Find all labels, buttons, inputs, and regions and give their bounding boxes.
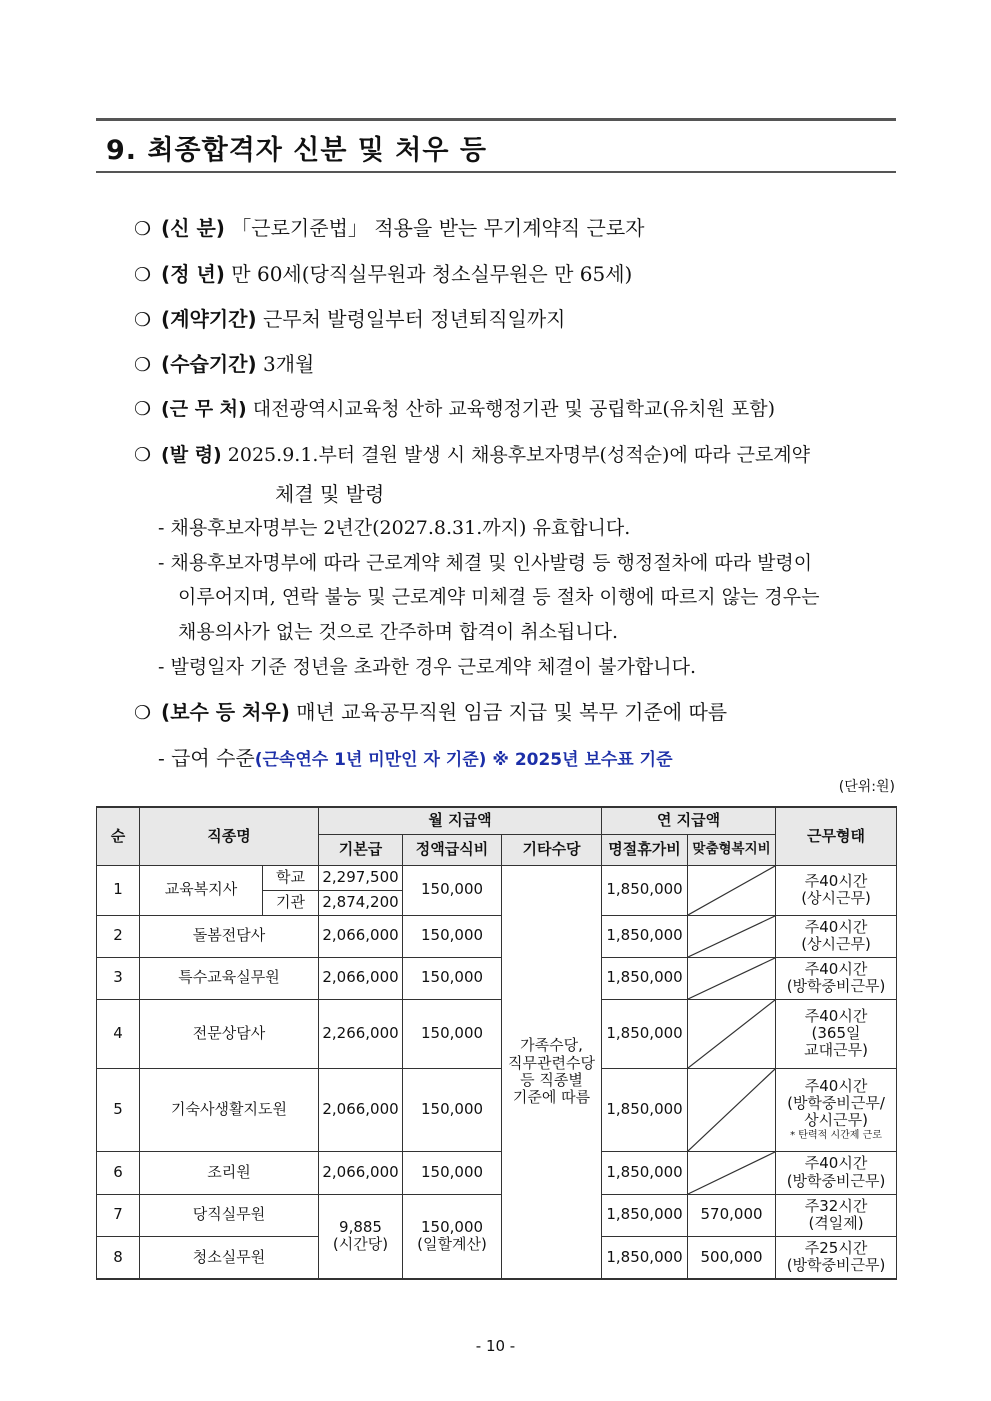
row-job: 돌봄전담사: [140, 915, 319, 957]
item-label: (발 령): [161, 444, 222, 466]
note-3: - 발령일자 기준 정년을 초과한 경우 근로계약 체결이 불가합니다.: [158, 656, 696, 678]
row-sub: 학교: [263, 865, 319, 890]
section-title: 9. 최종합격자 신분 및 처우 등: [106, 135, 487, 166]
row-base: 2,066,000: [319, 1068, 403, 1151]
row-base: 2,297,500: [319, 865, 403, 890]
daily-meal-cell: 150,000 (일할계산): [403, 1194, 502, 1279]
row-work: 주25시간 (방학중비근무): [776, 1236, 897, 1279]
row-welfare-empty: [688, 1151, 776, 1194]
circle-bullet-icon: ❍: [134, 354, 152, 376]
row-meal: 150,000: [403, 1151, 502, 1194]
row-work: 주40시간 (365일 교대근무): [776, 999, 897, 1068]
row-no: 8: [97, 1236, 140, 1279]
header-base: 기본급: [319, 834, 403, 865]
row-work: 주40시간 (상시근무): [776, 865, 897, 915]
row-job: 당직실무원: [140, 1194, 319, 1236]
page-number: - 10 -: [475, 1337, 516, 1355]
row-meal: 150,000: [403, 999, 502, 1068]
row-welfare-empty: [688, 999, 776, 1068]
item-label: (수습기간): [161, 352, 257, 376]
circle-bullet-icon: ❍: [134, 264, 152, 286]
row-base: 2,874,200: [319, 890, 403, 915]
row-holiday: 1,850,000: [602, 915, 688, 957]
row-job: 교육복지사: [140, 865, 263, 915]
row-holiday: 1,850,000: [602, 1236, 688, 1279]
salary-table: [96, 806, 897, 1280]
row-sub: 기관: [263, 890, 319, 915]
note-2-cont: 이루어지며, 연락 불능 및 근로계약 미체결 등 절차 이행에 따르지 않는 경우는: [178, 586, 820, 608]
item-status: [134, 212, 645, 241]
item-pay: [134, 696, 727, 725]
item-appoint-cont: 체결 및 발령: [275, 482, 385, 506]
item-label: (신 분): [161, 216, 225, 240]
row-no: 5: [97, 1068, 140, 1151]
row-job: 특수교육실무원: [140, 957, 319, 999]
row-work: 주40시간 (방학중비근무): [776, 1151, 897, 1194]
row-no: 1: [97, 865, 140, 915]
row-holiday: 1,850,000: [602, 957, 688, 999]
hourly-base-cell: 9,885 (시간당): [319, 1194, 403, 1279]
header-other: 기타수당: [502, 834, 602, 865]
item-probation: [134, 348, 314, 377]
circle-bullet-icon: ❍: [134, 444, 152, 466]
item-text: 3개월: [262, 352, 315, 376]
header-work: 근무형태: [776, 807, 897, 865]
row-work: 주40시간 (상시근무): [776, 915, 897, 957]
row-no: 4: [97, 999, 140, 1068]
row-base: 2,066,000: [319, 957, 403, 999]
row-welfare-empty: [688, 1068, 776, 1151]
item-retire: [134, 258, 632, 287]
item-appoint: [134, 440, 810, 467]
row-no: 6: [97, 1151, 140, 1194]
header-job: 직종명: [140, 807, 319, 865]
row-no: 3: [97, 957, 140, 999]
row-welfare: 570,000: [688, 1194, 776, 1236]
row-job: 전문상담사: [140, 999, 319, 1068]
item-text: 대전광역시교육청 산하 교육행정기관 및 공립학교(유치원 포함): [252, 398, 775, 420]
row-job: 기숙사생활지도원: [140, 1068, 319, 1151]
item-text: 매년 교육공무직원 임금 지급 및 복무 기준에 따름: [296, 700, 728, 724]
row-work: 주40시간 (방학중비근무): [776, 957, 897, 999]
section-rule-top: [96, 118, 896, 121]
row-welfare-empty: [688, 865, 776, 915]
salary-line: [158, 742, 673, 771]
row-job: 청소실무원: [140, 1236, 319, 1279]
header-welfare: 맞춤형복지비: [688, 834, 776, 865]
row-base: 2,066,000: [319, 1151, 403, 1194]
row-meal: 150,000: [403, 957, 502, 999]
row-job: 조리원: [140, 1151, 319, 1194]
item-workplace: [134, 394, 775, 421]
row-welfare: 500,000: [688, 1236, 776, 1279]
note-2: - 채용후보자명부에 따라 근로계약 체결 및 인사발령 등 행정절차에 따라 발령이: [158, 552, 813, 574]
item-contract: [134, 303, 565, 332]
header-meal: 정액급식비: [403, 834, 502, 865]
row-holiday: 1,850,000: [602, 1151, 688, 1194]
circle-bullet-icon: ❍: [134, 218, 152, 240]
item-label: (계약기간): [161, 307, 257, 331]
row-holiday: 1,850,000: [602, 1194, 688, 1236]
header-no: 순: [97, 807, 140, 865]
row-no: 2: [97, 915, 140, 957]
note-2-cont2: 채용의사가 없는 것으로 간주하며 합격이 취소됩니다.: [178, 621, 619, 643]
note-1: - 채용후보자명부는 2년간(2027.8.31.까지) 유효합니다.: [158, 517, 631, 539]
row-welfare-empty: [688, 957, 776, 999]
item-text: 근무처 발령일부터 정년퇴직일까지: [262, 307, 566, 331]
row-base: 2,066,000: [319, 915, 403, 957]
salary-prefix: - 급여 수준: [158, 746, 255, 770]
circle-bullet-icon: ❍: [134, 309, 152, 331]
row-holiday: 1,850,000: [602, 865, 688, 915]
item-text: 2025.9.1.부터 결원 발생 시 채용후보자명부(성적순)에 따라 근로계약: [227, 444, 811, 466]
row-meal: 150,000: [403, 865, 502, 915]
item-text: 만 60세(당직실무원과 청소실무원은 만 65세): [231, 262, 633, 286]
item-label: (정 년): [161, 262, 225, 286]
item-label: (보수 등 처우): [161, 700, 290, 724]
salary-highlight: (근속연수 1년 미만인 자 기준) ※ 2025년 보수표 기준: [254, 750, 673, 770]
item-label: (근 무 처): [161, 398, 247, 420]
row-holiday: 1,850,000: [602, 999, 688, 1068]
header-monthly: 월 지급액: [319, 807, 602, 834]
circle-bullet-icon: ❍: [134, 702, 152, 724]
item-text: 「근로기준법」 적용을 받는 무기계약직 근로자: [231, 216, 645, 240]
row-no: 7: [97, 1194, 140, 1236]
other-allowance-cell: 가족수당, 직무관련수당 등 직종별 기준에 따름: [502, 865, 602, 1279]
header-annual: 연 지급액: [602, 807, 776, 834]
row-meal: 150,000: [403, 915, 502, 957]
header-holiday: 명절휴가비: [602, 834, 688, 865]
row-holiday: 1,850,000: [602, 1068, 688, 1151]
row-welfare-empty: [688, 915, 776, 957]
row-work: 주32시간 (격일제): [776, 1194, 897, 1236]
row-work: 주40시간 (방학중비근무/ 상시근무) * 탄력적 시간제 근로: [776, 1068, 897, 1151]
row-base: 2,266,000: [319, 999, 403, 1068]
unit-label: (단위:원): [838, 779, 895, 795]
section-rule-bottom: [96, 171, 896, 173]
circle-bullet-icon: ❍: [134, 398, 152, 420]
row-meal: 150,000: [403, 1068, 502, 1151]
